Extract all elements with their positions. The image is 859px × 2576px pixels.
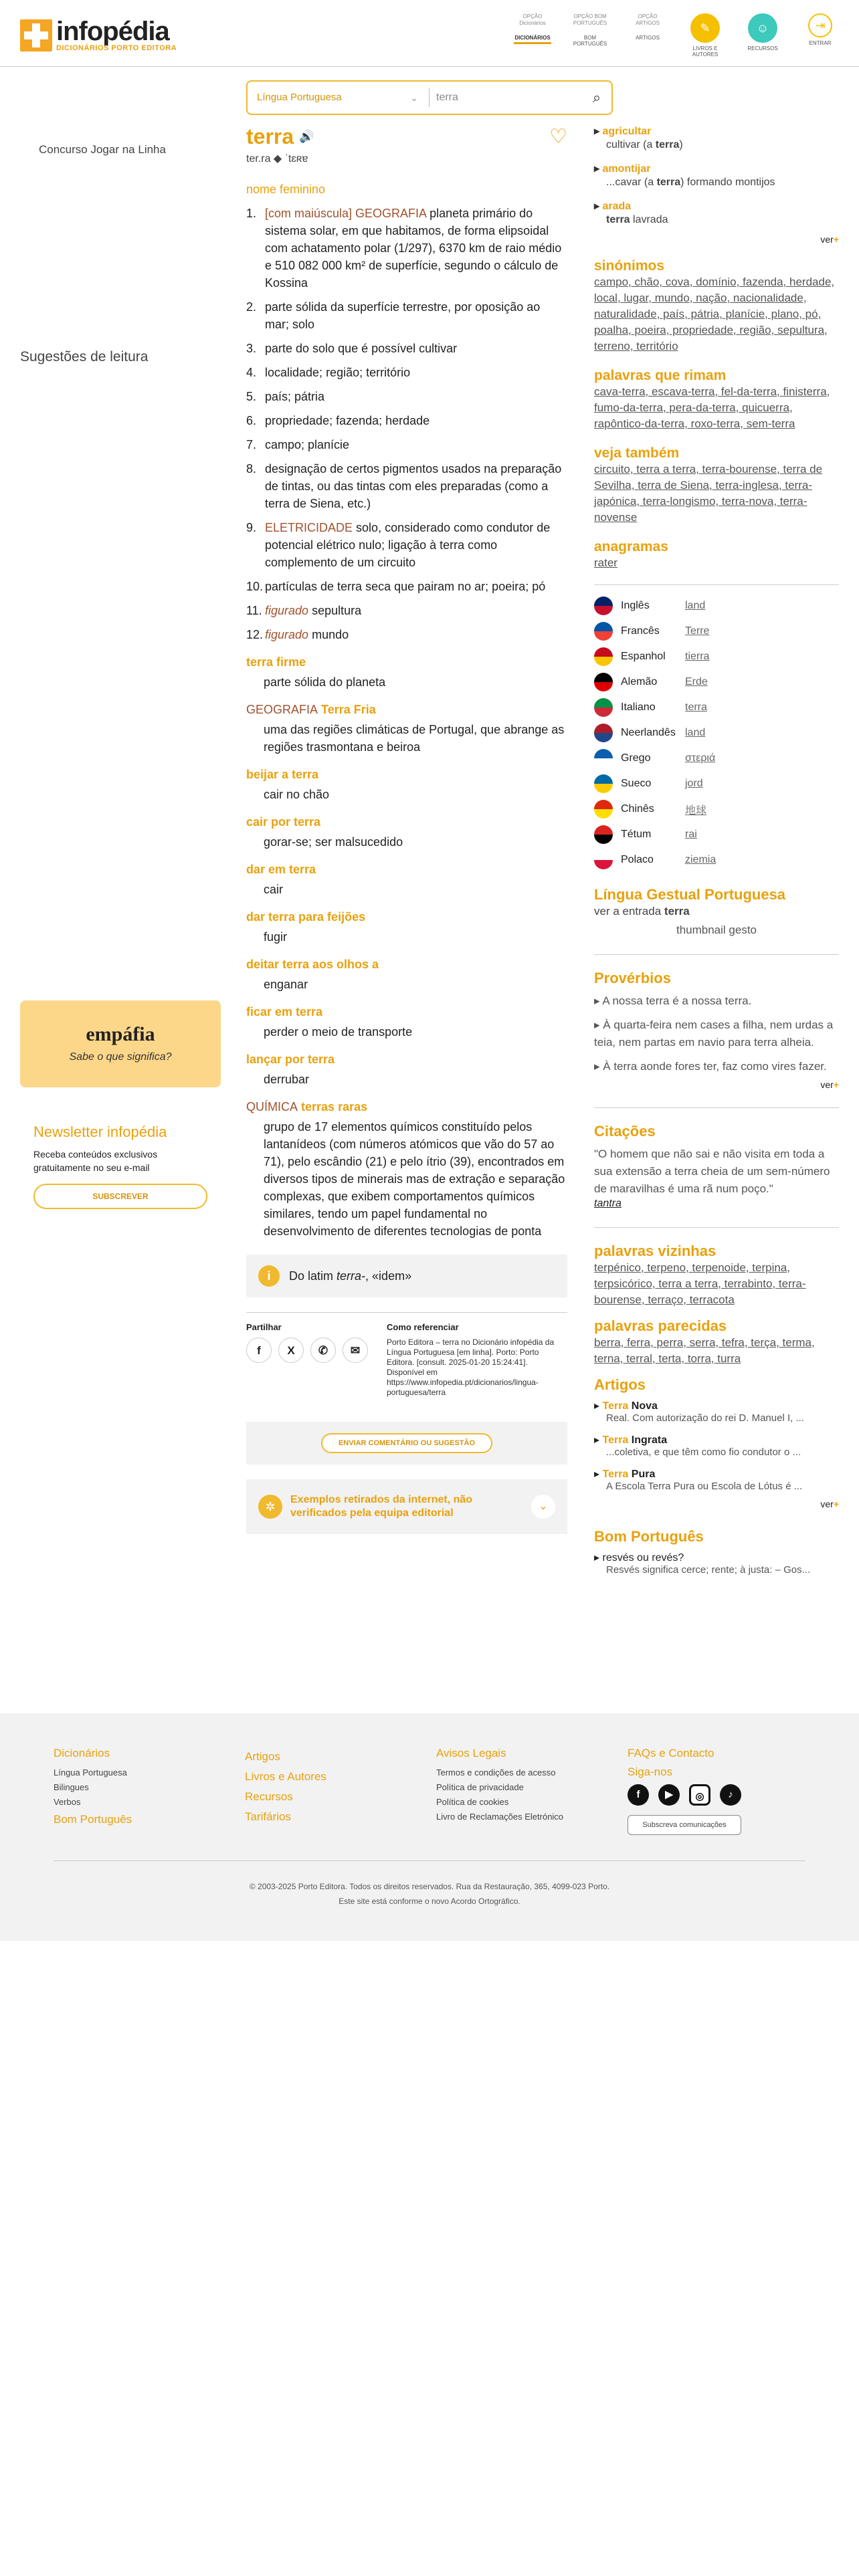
nav-recursos[interactable]: ☺ RECURSOS: [744, 13, 781, 51]
neighbor-list[interactable]: terpénico, terpeno, terpenoide, terpina, terpsicórico, terra a terra, terrabinto, terra-bourense, terraço, terracota: [594, 1261, 806, 1306]
tiktok-icon[interactable]: ♪: [720, 1784, 741, 1806]
translation-row: [594, 822, 839, 847]
similar-title: palavras parecidas: [594, 1317, 727, 1334]
send-comment-button[interactable]: ENVIAR COMENTÁRIO OU SUGESTÃO: [321, 1433, 492, 1453]
search-input[interactable]: [430, 92, 582, 104]
language-name: Francês: [621, 625, 660, 637]
word-promo[interactable]: [20, 1000, 221, 1087]
translation-link[interactable]: land: [685, 727, 706, 738]
nav-artigos[interactable]: OPÇÃO ARTIGOS ARTIGOS: [629, 13, 666, 41]
subscribe-communications-button[interactable]: Subscreva comunicações: [628, 1815, 741, 1835]
flag-icon: [594, 647, 613, 666]
examples-label: Exemplos retirados da internet, não verificados pela equipa editorial: [290, 1494, 473, 1519]
flag-icon: [594, 622, 613, 641]
articles-title: Artigos: [594, 1376, 646, 1393]
neighbor-words: [594, 1227, 839, 1509]
copyright: © 2003-2025 Porto Editora. Todos os direitos reservados. Rua da Restauração, 365, 4099-023 Porto. Este site está conforme o novo Acordo Ortográfico.: [249, 1882, 610, 1906]
grammar-category: nome feminino: [246, 183, 326, 196]
sign-language-link[interactable]: ver a entrada terra: [594, 905, 690, 918]
newsletter-title: Newsletter infopédia: [33, 1123, 167, 1140]
locution: terra firme parte sólida do planeta: [246, 655, 386, 689]
article-item[interactable]: ▸ Terra Nova Real. Com autorização do rei D. Manuel I, ...: [594, 1399, 839, 1424]
see-also-list[interactable]: circuito, terra a terra, terra-bourense, terra de Sevilha, terra de Siena, terra-inglesa, terra-japónica, terra-longismo, terra-nova, terra-novense: [594, 463, 823, 524]
quotes-section: [594, 1107, 839, 1210]
email-icon[interactable]: ✉: [343, 1337, 368, 1363]
see-more-link[interactable]: ver +: [594, 234, 839, 245]
locution: dar em terra cair: [246, 863, 316, 896]
bp-title: Bom Português: [594, 1528, 704, 1545]
proverb: ▸ À quarta-feira nem cases a filha, nem urdas a teia, nem partas em navio para terra alheia.: [594, 1016, 839, 1051]
definition: 2. parte sólida da superfície terrestre, por oposição ao mar; solo: [246, 300, 541, 331]
chevron-down-icon[interactable]: ⌄: [531, 1495, 555, 1519]
footer-legal[interactable]: Avisos Legais: [436, 1747, 506, 1759]
flag-icon: [594, 800, 613, 819]
bp-question[interactable]: ▸ resvés ou revés?: [594, 1551, 839, 1564]
flag-icon: [594, 698, 613, 717]
newsletter-text: Receba conteúdos exclusivos gratuitamente no seu e-mail: [33, 1149, 158, 1173]
locution: deitar terra aos olhos a enganar: [246, 958, 379, 991]
translation-link[interactable]: Erde: [685, 676, 708, 687]
article-item[interactable]: ▸ Terra Pura A Escola Terra Pura ou Escola de Lótus é ...: [594, 1467, 839, 1492]
definition: 8. designação de certos pigmentos usados na preparação de tintas, ou das tintas com eles preparadas (como a terra de Siena, etc.): [246, 462, 562, 510]
language-name: Espanhol: [621, 651, 666, 662]
top-bar: [0, 0, 859, 67]
rhymes-title: palavras que rimam: [594, 368, 727, 383]
language-name: Tétum: [621, 829, 652, 840]
related-item[interactable]: ▸ arada terra lavrada: [594, 199, 839, 226]
flag-icon: [594, 851, 613, 869]
info-icon: i: [258, 1265, 280, 1287]
locution: cair por terra gorar-se; ser malsucedido: [246, 815, 403, 849]
ad-image[interactable]: Concurso Jogar na Linha: [39, 143, 166, 156]
login-icon: ⇥: [808, 13, 832, 37]
see-more-link[interactable]: ver +: [594, 1079, 839, 1090]
locution: beijar a terra cair no chão: [246, 768, 330, 801]
flag-icon: [594, 597, 613, 615]
anagrams-title: anagramas: [594, 539, 668, 554]
locution: QUÍMICA terras raras grupo de 17 elementos químicos constituído pelos lantanídeos (com números atómicos que vão do 57 ao 71), pelo escândio (21) e pelo ítrio (39), encontrados em diversos tipos de minerais mas de extração e separação complexas, que exibem comportamentos químicos similares, tendo um papel fundamental no desenvolvimento de diferentes tecnologias de ponta: [246, 1100, 565, 1238]
language-name: Inglês: [621, 600, 650, 611]
translation-row: [594, 796, 839, 822]
footer-link[interactable]: Língua Portuguesa: [54, 1767, 127, 1778]
definition: 4. localidade; região; território: [246, 366, 411, 379]
definition: 6. propriedade; fazenda; herdade: [246, 414, 430, 427]
search-icon[interactable]: ⌕: [592, 89, 601, 106]
sign-thumbnail[interactable]: thumbnail gesto: [676, 924, 757, 936]
translation-link[interactable]: jord: [685, 778, 703, 789]
translation-link[interactable]: land: [685, 600, 706, 611]
translation-row: [594, 746, 839, 771]
footer-link[interactable]: Livros e Autores: [245, 1770, 326, 1783]
footer-link[interactable]: Recursos: [245, 1790, 293, 1803]
citation-text: Porto Editora – terra no Dicionário infopédia da Língua Portuguesa [em linha]. Porto: Porto Editora. [consult. 2025-01-20 15:24:41]. Disponível em https://www.infopedia.pt/dicionarios/lingua-portuguesa/terra: [387, 1337, 555, 1397]
synonyms-title: sinónimos: [594, 258, 665, 274]
see-more-link[interactable]: ver +: [594, 1499, 839, 1509]
headword: terra: [246, 124, 294, 148]
translation-link[interactable]: terra: [685, 702, 707, 713]
rhymes-list[interactable]: cava-terra, escava-terra, fel-da-terra, finisterra, fumo-da-terra, pera-da-terra, quicuerra, rapôntico-da-terra, roxo-terra, sem-terra: [594, 385, 830, 430]
translation-row: [594, 669, 839, 695]
comment-area: [246, 1422, 567, 1465]
translation-row: [594, 644, 839, 669]
newsletter: [33, 1123, 207, 1209]
reading-suggestions: Sugestões de leitura: [20, 349, 149, 364]
speaker-icon[interactable]: 🔊: [299, 130, 314, 143]
logo-name: infopédia: [56, 17, 169, 46]
anagrams-list[interactable]: rater: [594, 556, 617, 569]
logo-cross-icon: [20, 19, 52, 51]
footer: [0, 1713, 859, 1941]
footer-bom-portugues[interactable]: Bom Português: [54, 1813, 132, 1826]
quote-text: "O homem que não sai e não visita em toda a sua extensão a terra cheia de um sem-número de maravilhas é uma rã num poço.": [594, 1148, 830, 1195]
translation-link[interactable]: Terre: [685, 625, 710, 637]
sign-language-title: Língua Gestual Portuguesa: [594, 886, 786, 903]
whatsapp-icon[interactable]: ✆: [310, 1337, 336, 1363]
facebook-icon[interactable]: f: [628, 1784, 649, 1806]
footer-link[interactable]: Bilingues: [54, 1782, 89, 1792]
nav-bom-portugues-image: OPÇÃO BOM PORTUGUÊS: [573, 13, 607, 26]
translation-link[interactable]: tierra: [685, 651, 710, 662]
definition: 9. ELETRICIDADE solo, considerado como condutor de potencial elétrico nulo; ligação à terra como complemento de um circuito: [246, 521, 551, 569]
pronunciation: ter.ra ◆ ˈtɛʀɐ: [246, 153, 308, 165]
resources-icon: ☺: [748, 13, 777, 43]
share-title: Partilhar: [246, 1322, 282, 1332]
etymology-box: i Do latim terra-, «idem»: [246, 1255, 567, 1297]
x-twitter-icon[interactable]: X: [278, 1337, 304, 1363]
proverb: ▸ A nossa terra é a nossa terra.: [594, 992, 839, 1010]
translation-link[interactable]: 地球: [685, 804, 707, 817]
sidebar: [594, 124, 839, 1576]
flag-icon: [594, 774, 613, 793]
globe-icon: ✲: [258, 1495, 282, 1519]
translation-row: [594, 695, 839, 720]
definition: 5. país; pátria: [246, 390, 325, 403]
language-name: Chinês: [621, 803, 654, 815]
cite-title: Como referenciar: [387, 1322, 459, 1332]
language-name: Sueco: [621, 778, 652, 789]
footer-divider: [54, 1860, 805, 1861]
share-section: [246, 1312, 567, 1398]
proverbs-title: Provérbios: [594, 970, 671, 986]
footer-faqs[interactable]: FAQs e Contacto: [628, 1747, 714, 1759]
footer-link[interactable]: Verbos: [54, 1797, 81, 1807]
related-words: [594, 124, 839, 226]
language-name: Italiano: [621, 702, 656, 713]
nav-dicionarios-image: OPÇÃO Dicionários: [519, 13, 546, 26]
locution: dar terra para feijões fugir: [246, 910, 366, 944]
translation-row: [594, 593, 839, 619]
flag-icon: [594, 825, 613, 844]
entry-main: [246, 124, 567, 1534]
language-name: Alemão: [621, 676, 658, 687]
translation-row: [594, 720, 839, 746]
search-bar: [246, 80, 613, 115]
nav-dicionarios[interactable]: OPÇÃO Dicionários DICIONÁRIOS: [514, 13, 551, 44]
instagram-icon[interactable]: ◎: [689, 1784, 710, 1806]
quotes-title: Citações: [594, 1123, 656, 1140]
locutions: [246, 655, 567, 1240]
definition: 3. parte do solo que é possível cultivar: [246, 342, 458, 355]
translation-link[interactable]: rai: [685, 829, 697, 840]
examples-box[interactable]: [246, 1479, 567, 1534]
translation-row: [594, 847, 839, 873]
promo-subtitle: Sabe o que significa?: [69, 1051, 172, 1063]
see-also-title: veja também: [594, 445, 680, 461]
translations-list: [594, 584, 839, 873]
definition: 11. figurado sepultura: [246, 604, 362, 617]
youtube-icon[interactable]: ▶: [658, 1784, 680, 1806]
locution: lançar por terra derrubar: [246, 1053, 335, 1086]
definition: 1. [com maiúscula] GEOGRAFIA planeta primário do sistema solar, em que habitamos, de forma elipsoidal com achatamento polar (1/297), 6370 km de raio médio e 510 082 000 km² de superfície, segundo o cálculo de Kossina: [246, 207, 562, 290]
dictionary-select[interactable]: Língua Portuguesa ⌄: [248, 88, 430, 107]
synonyms-list[interactable]: campo, chão, cova, domínio, fazenda, herdade, local, lugar, mundo, nação, nacionalidade, naturalidade, país, pátria, planície, plano, pó, poalha, poeira, propriedade, região, sepultura, terreno, território: [594, 276, 835, 352]
neighbor-title: palavras vizinhas: [594, 1243, 717, 1259]
article-item[interactable]: ▸ Terra Ingrata ...coletiva, e que têm como fio condutor o ...: [594, 1433, 839, 1458]
flag-icon: [594, 673, 613, 691]
footer-link[interactable]: Política de privacidade: [436, 1782, 524, 1792]
proverb: ▸ À terra aonde fores ter, faz como vires fazer.: [594, 1058, 839, 1075]
definitions-list: [246, 205, 567, 643]
related-item[interactable]: ▸ agricultar cultivar (a terra): [594, 124, 839, 151]
quote-author[interactable]: tantra: [594, 1198, 622, 1209]
flag-icon: [594, 724, 613, 742]
top-nav: [514, 13, 839, 58]
sign-language: [594, 886, 839, 937]
facebook-icon[interactable]: f: [246, 1337, 272, 1363]
site-logo[interactable]: [20, 19, 177, 52]
footer-dicionarios[interactable]: Dicionários: [54, 1747, 110, 1759]
footer-link[interactable]: Artigos: [245, 1750, 280, 1763]
definition: 7. campo; planície: [246, 438, 350, 451]
similar-list[interactable]: berra, ferra, perra, serra, tefra, terça, terma, terna, terral, terta, torra, turra: [594, 1336, 815, 1365]
footer-link[interactable]: Tarifários: [245, 1810, 291, 1823]
footer-link[interactable]: Política de cookies: [436, 1797, 509, 1807]
related-item[interactable]: ▸ amontijar ...cavar (a terra) formando montijos: [594, 162, 839, 189]
translation-link[interactable]: ziemia: [685, 854, 717, 865]
translation-row: [594, 619, 839, 644]
definition: 10. partículas de terra seca que pairam no ar; poeira; pó: [246, 580, 546, 593]
nav-livros-autores[interactable]: ✎ LIVROS E AUTORES: [686, 13, 724, 58]
locution: ficar em terra perder o meio de transporte: [246, 1005, 413, 1039]
nav-entrar[interactable]: ⇥ ENTRAR: [801, 13, 839, 46]
translation-row: [594, 771, 839, 796]
nav-bom-portugues[interactable]: OPÇÃO BOM PORTUGUÊS BOM PORTUGUÊS: [571, 13, 609, 47]
language-name: Neerlandês: [621, 727, 676, 738]
flag-icon: [594, 749, 613, 768]
bp-answer: Resvés significa cerce; rente; à justa: – Gos...: [606, 1564, 811, 1576]
translation-link[interactable]: στεριά: [685, 752, 716, 764]
nav-artigos-image: OPÇÃO ARTIGOS: [636, 13, 660, 26]
footer-follow: Siga-nos: [628, 1765, 673, 1778]
chevron-down-icon: ⌄: [410, 92, 418, 103]
promo-word: empáfia: [86, 1023, 155, 1045]
books-icon: ✎: [690, 13, 720, 43]
logo-subtitle: DICIONÁRIOS PORTO EDITORA: [56, 44, 177, 52]
locution: GEOGRAFIA Terra Fria uma das regiões climáticas de Portugal, que abrange as regiões trasmontana e beiroa: [246, 703, 565, 754]
subscribe-button[interactable]: SUBSCREVER: [33, 1184, 207, 1209]
bom-portugues-box: [594, 1528, 839, 1576]
footer-link[interactable]: Termos e condições de acesso: [436, 1767, 556, 1778]
favorite-heart-icon[interactable]: ♡: [549, 126, 567, 148]
language-name: Polaco: [621, 854, 654, 865]
proverbs-section: [594, 954, 839, 1090]
definition: 12. figurado mundo: [246, 628, 349, 641]
language-name: Grego: [621, 752, 651, 764]
footer-link[interactable]: Livro de Reclamações Eletrónico: [436, 1812, 564, 1822]
